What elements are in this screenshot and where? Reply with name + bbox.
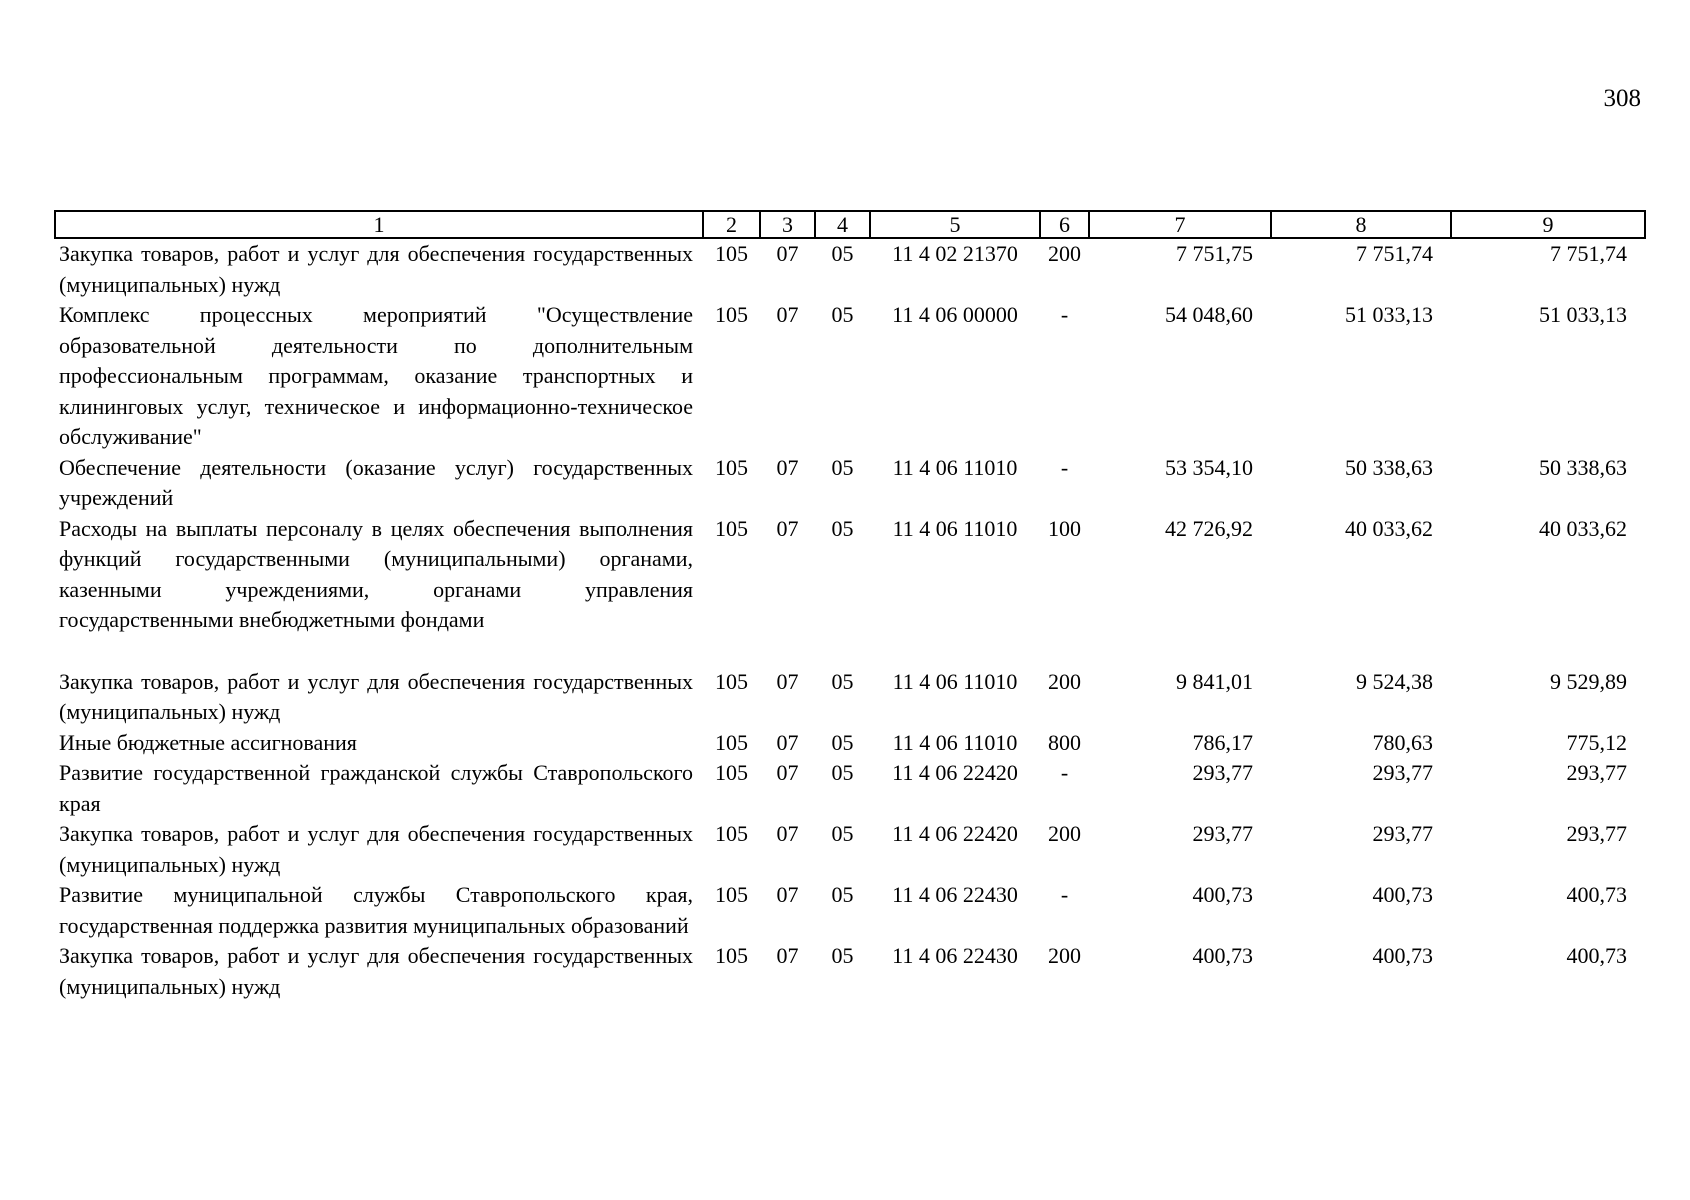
row-col6: 200: [1048, 821, 1081, 846]
row-description: Закупка товаров, работ и услуг для обеспечения государственных (муниципальных) нужд: [59, 241, 693, 297]
row-col2: 105: [715, 515, 748, 541]
row-description: Закупка товаров, работ и услуг для обеспечения государственных (муниципальных) нужд: [59, 943, 693, 999]
row-description: Иные бюджетные ассигнования: [59, 729, 357, 755]
row-col6: 100: [1048, 515, 1081, 541]
table-row: [55, 514, 1645, 667]
row-col3: 07: [776, 760, 799, 785]
row-col9: 293,77: [1566, 760, 1627, 785]
row-col5: 11 4 06 00000: [892, 302, 1018, 327]
row-col6: 200: [1048, 943, 1081, 968]
row-col6: -: [1060, 760, 1069, 785]
row-col7: 7 751,75: [1176, 241, 1253, 266]
header-col-1: 1: [55, 211, 703, 238]
row-col6: 200: [1048, 668, 1081, 694]
table-row: [55, 453, 1645, 514]
row-col3: 07: [776, 515, 799, 541]
row-col5: 11 4 02 21370: [892, 241, 1018, 266]
header-col-9: 9: [1451, 211, 1645, 238]
budget-table: [54, 210, 1646, 1002]
table-row: [55, 941, 1645, 1002]
row-description: Закупка товаров, работ и услуг для обеспечения государственных (муниципальных) нужд: [59, 821, 693, 877]
row-col7: 293,77: [1192, 760, 1253, 785]
row-col7: 9 841,01: [1176, 668, 1253, 694]
page-number: 308: [1603, 85, 1641, 112]
row-col3: 07: [776, 882, 799, 907]
row-col4: 05: [831, 729, 854, 755]
header-col-2: 2: [703, 211, 760, 238]
row-description: Расходы на выплаты персоналу в целях обеспечения выполнения функций государственными (муниципальными) органами, казенными учреждениями, органами управления государственными внебюджетными фондами: [59, 515, 693, 632]
row-col5: 11 4 06 22430: [892, 943, 1018, 968]
table-row: [55, 238, 1645, 300]
row-col5: 11 4 06 11010: [892, 668, 1018, 694]
row-description: Обеспечение деятельности (оказание услуг) государственных учреждений: [59, 454, 693, 510]
row-col2: 105: [715, 454, 748, 480]
table-row: [55, 880, 1645, 941]
row-col4: 05: [831, 241, 854, 266]
row-col9: 40 033,62: [1539, 515, 1627, 541]
row-col4: 05: [831, 515, 854, 541]
row-description: Развитие государственной гражданской службы Ставропольского края: [59, 760, 693, 816]
row-col3: 07: [776, 302, 799, 327]
row-col4: 05: [831, 882, 854, 907]
row-col9: 7 751,74: [1550, 241, 1627, 266]
row-col7: 400,73: [1192, 943, 1253, 968]
row-col3: 07: [776, 729, 799, 755]
row-col9: 400,73: [1566, 943, 1627, 968]
table-body: [55, 238, 1645, 1002]
row-col9: 400,73: [1566, 882, 1627, 907]
row-col7: 400,73: [1192, 882, 1253, 907]
row-col7: 42 726,92: [1165, 515, 1253, 541]
header-col-8: 8: [1271, 211, 1451, 238]
row-col7: 53 354,10: [1165, 454, 1253, 480]
row-col2: 105: [715, 302, 748, 327]
row-col5: 11 4 06 22420: [892, 821, 1018, 846]
table-row: [55, 758, 1645, 819]
row-col5: 11 4 06 11010: [892, 454, 1018, 480]
row-col2: 105: [715, 241, 748, 266]
row-col2: 105: [715, 943, 748, 968]
row-col7: 786,17: [1192, 729, 1253, 755]
row-col8: 780,63: [1372, 729, 1433, 755]
table-row: [55, 728, 1645, 759]
row-col2: 105: [715, 821, 748, 846]
row-col8: 400,73: [1372, 882, 1433, 907]
row-col5: 11 4 06 11010: [892, 515, 1018, 541]
table-header: [55, 211, 1645, 238]
row-col6: -: [1060, 454, 1069, 480]
row-col3: 07: [776, 668, 799, 694]
row-col8: 293,77: [1372, 821, 1433, 846]
row-col8: 293,77: [1372, 760, 1433, 785]
row-col8: 400,73: [1372, 943, 1433, 968]
row-col6: 200: [1048, 241, 1081, 266]
row-col9: 50 338,63: [1539, 454, 1627, 480]
table-row: [55, 819, 1645, 880]
row-col2: 105: [715, 668, 748, 694]
row-col3: 07: [776, 943, 799, 968]
row-col6: -: [1060, 302, 1069, 327]
row-col4: 05: [831, 454, 854, 480]
header-col-4: 4: [815, 211, 870, 238]
row-col5: 11 4 06 11010: [892, 729, 1018, 755]
table-row: [55, 667, 1645, 728]
header-col-3: 3: [760, 211, 815, 238]
row-col6: -: [1060, 882, 1069, 907]
table-row: [55, 300, 1645, 453]
row-col8: 7 751,74: [1356, 241, 1433, 266]
row-col4: 05: [831, 760, 854, 785]
row-description: Развитие муниципальной службы Ставропольского края, государственная поддержка развития муниципальных образований: [59, 882, 693, 938]
row-col9: 775,12: [1566, 729, 1627, 755]
row-col9: 51 033,13: [1539, 302, 1627, 327]
row-col9: 293,77: [1566, 821, 1627, 846]
header-col-6: 6: [1040, 211, 1089, 238]
row-col3: 07: [776, 821, 799, 846]
row-col6: 800: [1048, 729, 1081, 755]
header-col-7: 7: [1089, 211, 1271, 238]
row-col4: 05: [831, 668, 854, 694]
row-col5: 11 4 06 22430: [892, 882, 1018, 907]
row-col8: 50 338,63: [1345, 454, 1433, 480]
row-col8: 9 524,38: [1356, 668, 1433, 694]
row-col4: 05: [831, 943, 854, 968]
row-col9: 9 529,89: [1550, 668, 1627, 694]
row-col8: 40 033,62: [1345, 515, 1433, 541]
row-description: Закупка товаров, работ и услуг для обеспечения государственных (муниципальных) нужд: [59, 668, 693, 724]
budget-table-container: [54, 210, 1644, 1002]
row-col7: 54 048,60: [1165, 302, 1253, 327]
row-col3: 07: [776, 241, 799, 266]
header-row: [55, 211, 1645, 238]
row-col7: 293,77: [1192, 821, 1253, 846]
row-col2: 105: [715, 882, 748, 907]
row-col4: 05: [831, 302, 854, 327]
row-description: Комплекс процессных мероприятий "Осуществление образовательной деятельности по дополнительным профессиональным программам, оказание транспортных и клининговых услуг, техническое и информационно-техническое обслуживание": [59, 302, 693, 449]
row-col4: 05: [831, 821, 854, 846]
row-col2: 105: [715, 760, 748, 785]
row-col2: 105: [715, 729, 748, 755]
row-col5: 11 4 06 22420: [892, 760, 1018, 785]
row-col3: 07: [776, 454, 799, 480]
row-col8: 51 033,13: [1345, 302, 1433, 327]
header-col-5: 5: [870, 211, 1040, 238]
